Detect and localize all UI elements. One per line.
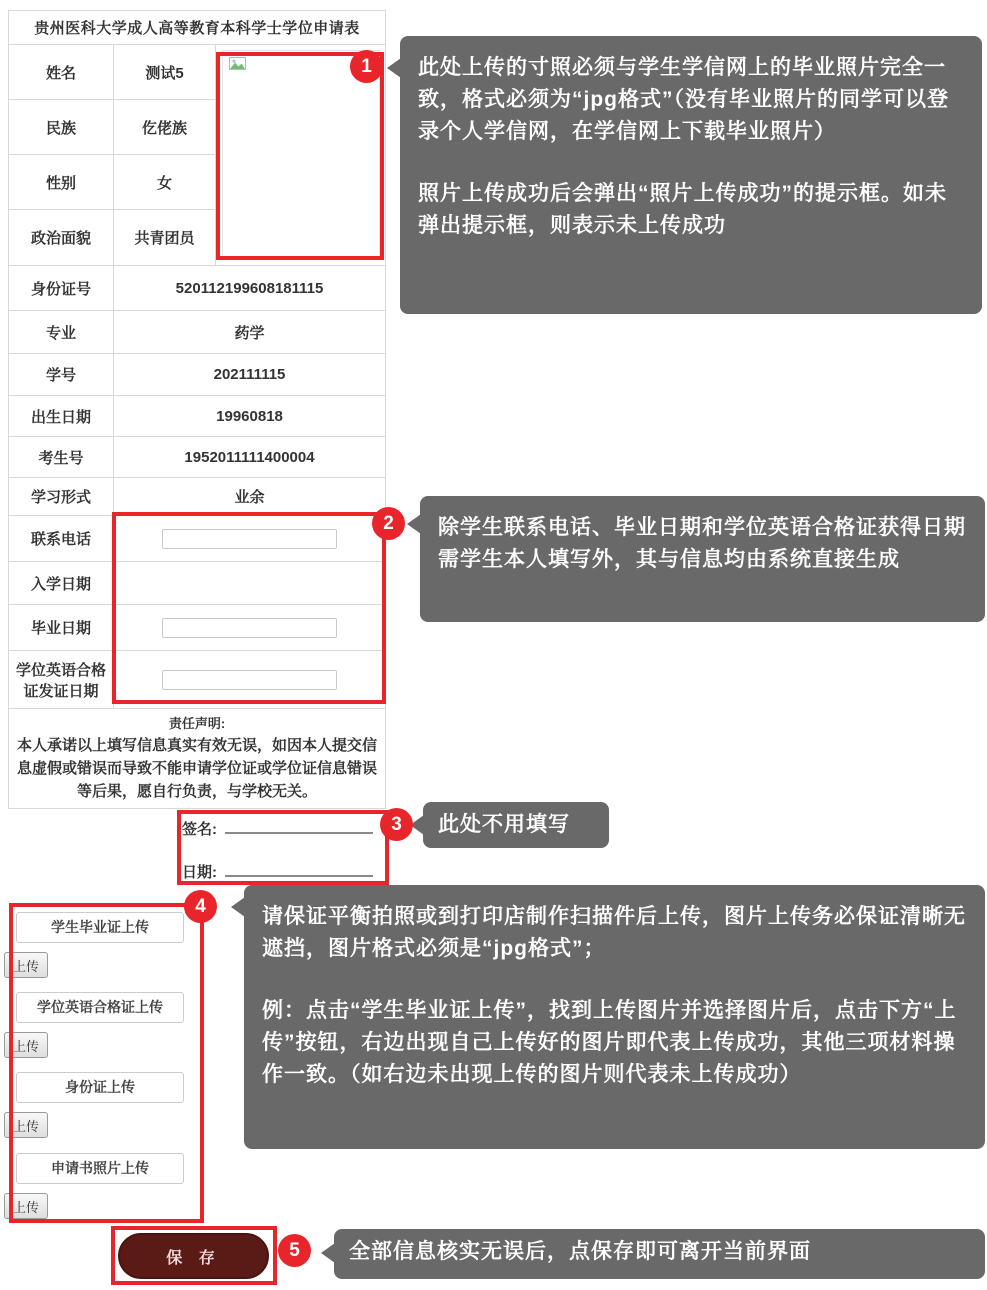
upload-button-id-card[interactable]: 上传: [4, 1112, 48, 1138]
label-enrollment-date: 入学日期: [9, 562, 114, 605]
callout-upload-instructions: [244, 885, 985, 1149]
annotation-badge-1: 1: [350, 50, 383, 83]
upload-button-english-cert[interactable]: 上传: [4, 1032, 48, 1058]
annotation-badge-4: 4: [184, 890, 217, 923]
upload-group-id-card: [0, 1072, 210, 1138]
upload-field-application-photo[interactable]: 申请书照片上传: [16, 1153, 184, 1184]
cell-enrollment-date: [114, 562, 386, 605]
callout-text: 请保证平衡拍照或到打印店制作扫描件后上传，图片上传务必保证清晰无遮挡，图片格式必须是“jpg格式”；: [262, 905, 966, 960]
callout-text: 此处上传的寸照必须与学生学信网上的毕业照片完全一致，格式必须为“jpg格式”（没有毕业照片的同学可以登录个人学信网，在学信网上下载毕业照片）: [418, 56, 949, 143]
signature-line[interactable]: [225, 820, 373, 834]
callout-arrow-left: [407, 514, 421, 534]
callout-photo-instructions: [400, 36, 982, 314]
upload-group-application-photo: [0, 1153, 210, 1219]
signature-label: 签名:: [182, 821, 217, 838]
date-line[interactable]: [225, 863, 373, 877]
english-cert-date-input[interactable]: [162, 670, 337, 690]
upload-field-id-card[interactable]: 身份证上传: [16, 1072, 184, 1103]
cell-contact-phone: [114, 516, 386, 562]
callout-text: 此处不用填写: [438, 813, 570, 836]
form-title: 贵州医科大学成人高等教育本科学士学位申请表: [9, 11, 386, 45]
value-political-status: 共青团员: [114, 210, 216, 266]
annotation-badge-3: 3: [380, 808, 413, 841]
save-button[interactable]: 保 存: [118, 1233, 269, 1279]
label-student-number: 学号: [9, 354, 114, 396]
value-id-number: 520112199608181115: [114, 266, 386, 311]
label-study-form: 学习形式: [9, 478, 114, 516]
value-gender: 女: [114, 155, 216, 210]
value-candidate-number: 1952011111400004: [114, 437, 386, 478]
annotation-badge-2: 2: [372, 507, 405, 540]
label-contact-phone: 联系电话: [9, 516, 114, 562]
value-birth-date: 19960818: [114, 396, 386, 437]
label-political-status: 政治面貌: [9, 210, 114, 266]
value-study-form: 业余: [114, 478, 386, 516]
declaration-body: 本人承诺以上填写信息真实有效无误，如因本人提交信息虚假或错误而导致不能申请学位证或学位证信息错误等后果，愿自行负责，与学校无关。: [17, 736, 378, 801]
annotation-badge-5: 5: [278, 1234, 311, 1267]
declaration-block: [9, 709, 386, 809]
upload-group-diploma: [0, 912, 210, 978]
callout-arrow-left: [387, 58, 401, 78]
photo-placeholder[interactable]: [222, 50, 380, 258]
label-ethnicity: 民族: [9, 100, 114, 155]
label-gender: 性别: [9, 155, 114, 210]
upload-field-english-cert[interactable]: 学位英语合格证上传: [16, 992, 184, 1023]
cell-graduation-date: [114, 605, 386, 651]
callout-arrow-left: [321, 1243, 335, 1263]
callout-text: 全部信息核实无误后，点保存即可离开当前界面: [349, 1240, 811, 1263]
signature-row: [182, 818, 373, 839]
broken-image-icon: [229, 57, 246, 72]
callout-save-instructions: [334, 1229, 985, 1279]
label-name: 姓名: [9, 45, 114, 100]
callout-text: 例：点击“学生毕业证上传”，找到上传图片并选择图片后，点击下方“上传”按钮，右边出现自己上传好的图片即代表上传成功，其他三项材料操作一致。（如右边未出现上传的图片则代表未上传成功）: [262, 999, 957, 1086]
contact-phone-input[interactable]: [162, 529, 337, 549]
cell-english-cert-date: [114, 651, 386, 709]
label-id-number: 身份证号: [9, 266, 114, 311]
callout-signature-instructions: [423, 802, 609, 848]
callout-text: 照片上传成功后会弹出“照片上传成功”的提示框。如未弹出提示框，则表示未上传成功: [418, 182, 947, 237]
upload-button-application-photo[interactable]: 上传: [4, 1193, 48, 1219]
label-birth-date: 出生日期: [9, 396, 114, 437]
value-student-number: 202111115: [114, 354, 386, 396]
value-ethnicity: 仡佬族: [114, 100, 216, 155]
callout-arrow-left: [231, 897, 245, 917]
callout-manual-fields-instructions: [420, 496, 985, 622]
value-name: 测试5: [114, 45, 216, 100]
value-major: 药学: [114, 311, 386, 354]
graduation-date-input[interactable]: [162, 618, 337, 638]
upload-field-diploma[interactable]: 学生毕业证上传: [16, 912, 184, 943]
application-form-table: [8, 10, 386, 809]
label-graduation-date: 毕业日期: [9, 605, 114, 651]
label-english-cert-date: 学位英语合格证发证日期: [9, 651, 114, 709]
declaration-title: 责任声明:: [168, 715, 226, 731]
upload-button-diploma[interactable]: 上传: [4, 952, 48, 978]
date-label: 日期:: [182, 864, 217, 881]
label-major: 专业: [9, 311, 114, 354]
label-candidate-number: 考生号: [9, 437, 114, 478]
upload-group-english-cert: [0, 992, 210, 1058]
date-row: [182, 861, 373, 882]
callout-text: 除学生联系电话、毕业日期和学位英语合格证获得日期需学生本人填写外，其与信息均由系统直接生成: [438, 516, 966, 571]
